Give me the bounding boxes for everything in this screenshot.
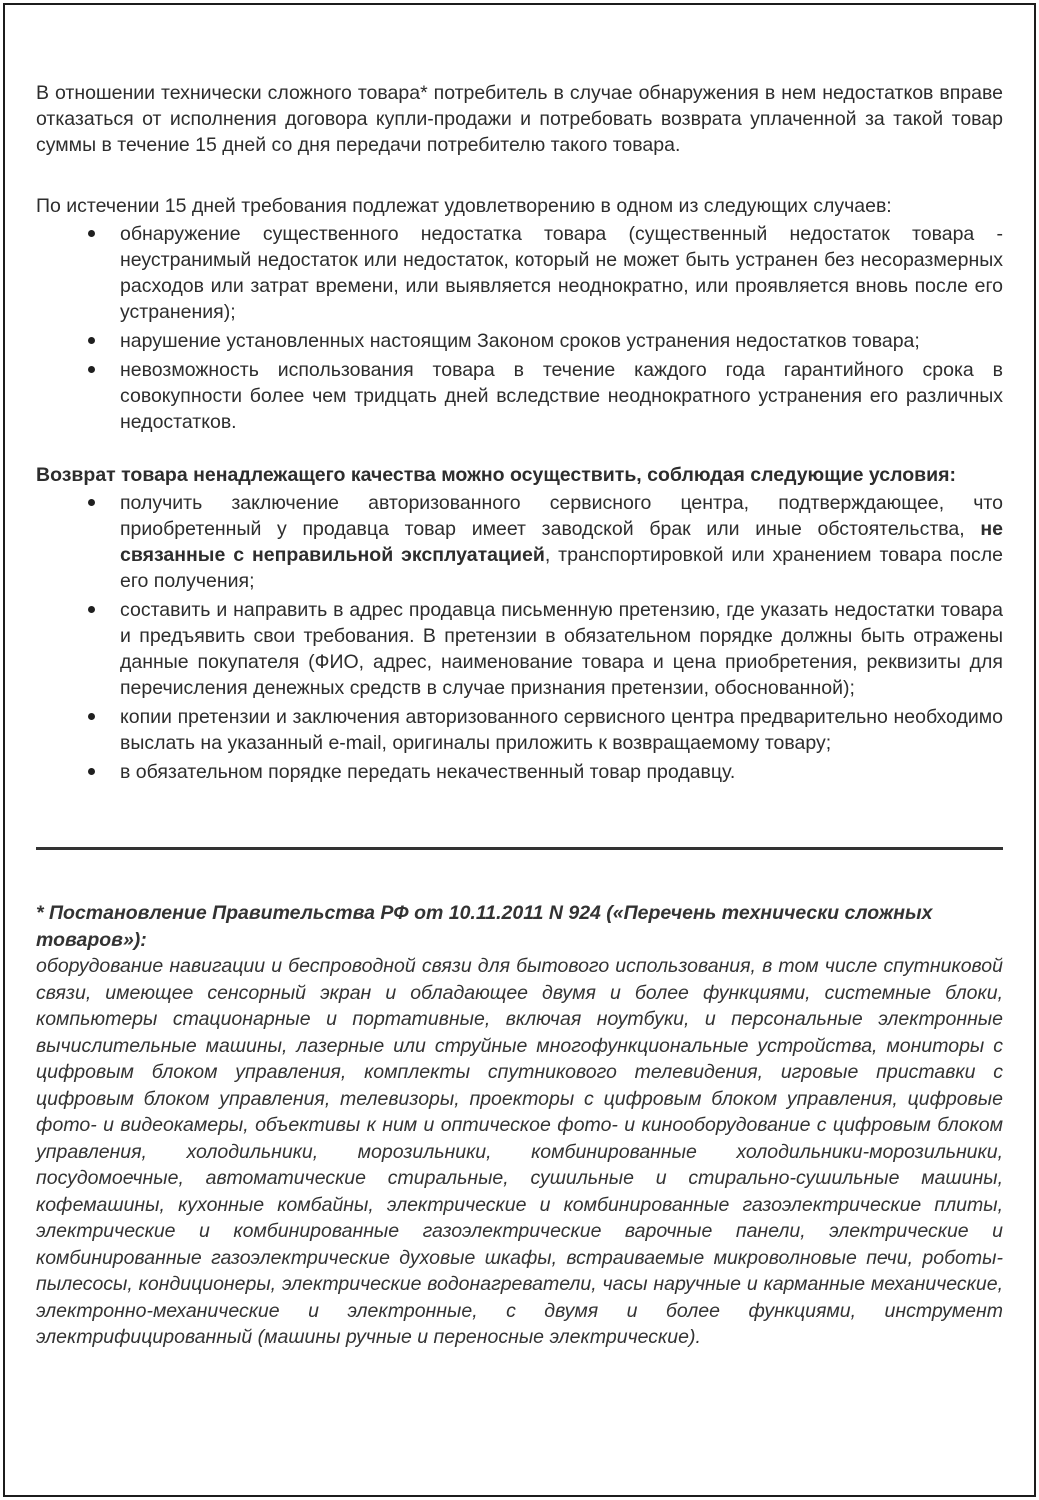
condition-text-end: , транспортировкой или хранением товара после его получения;	[120, 544, 1003, 592]
list-item: в обязательном порядке передать некачественный товар продавцу.	[36, 759, 1003, 785]
footnote-divider	[36, 847, 1003, 850]
list-item: составить и направить в адрес продавца письменную претензию, где указать недостатки товара и предъявить свои требования. В претензии в обязательном порядке должны быть отражены данные покупателя (ФИО, адрес, наименование товара и цена приобретения, реквизиты для перечисления денежных средств в случае признания претензии, обоснованной);	[36, 597, 1003, 701]
intro-paragraph: В отношении технически сложного товара* потребитель в случае обнаружения в нем недостатков вправе отказаться от исполнения договора купли-продажи и потребовать возврата уплаченной за такой товар суммы в течение 15 дней со дня передачи потребителю такого товара.	[36, 82, 1003, 156]
list-item: невозможность использования товара в течение каждого года гарантийного срока в совокупности более чем тридцать дней вследствие неоднократного устранения его различных недостатков.	[36, 357, 1003, 435]
footnote-body: оборудование навигации и беспроводной связи для бытового использования, в том числе спутниковой связи, имеющее сенсорный экран и обладающее двумя и более функциями, системные блоки, компьютеры стационарные и портативные, включая ноутбуки, и персональные электронные вычислительные машины, лазерные или струйные многофункциональные устройства, мониторы с цифровым блоком управления, комплекты спутникового телевидения, игровые приставки с цифровым блоком управления, телевизоры, проекторы с цифровым блоком управления, цифровые фото- и видеокамеры, объективы к ним и оптическое фото- и кинооборудование с цифровым блоком управления, холодильники, морозильники, комбинированные холодильники-морозильники, посудомоечные, автоматические стиральные, сушильные и стирально-сушильные машины, кофемашины, кухонные комбайны, электрические и комбинированные газоэлектрические плиты, электрические и комбинированные газоэлектрические варочные панели, электрические и комбинированные газоэлектрические духовые шкафы, встраиваемые микроволновые печи, роботы-пылесосы, кондиционеры, электрические водонагреватели, часы наручные и карманные механические, электронно-механические и электронные, с двумя и более функциями, инструмент электрифицированный (машины ручные и переносные электрические).	[36, 955, 1003, 1348]
after15-heading: По истечении 15 дней требования подлежат удовлетворению в одном из следующих случаев:	[36, 195, 892, 217]
after15-list	[36, 221, 1003, 435]
footnote-title: * Постановление Правительства РФ от 10.11.2011 N 924 («Перечень технически сложных товаров»):	[36, 902, 933, 951]
section-after-15-days	[36, 193, 1003, 435]
condition-text-start: получить заключение авторизованного сервисного центра, подтверждающее, что приобретенный у продавца товар имеет заводской брак или иные обстоятельства,	[120, 492, 1003, 540]
list-item: нарушение установленных настоящим Законом сроков устранения недостатков товара;	[36, 328, 1003, 354]
footnote	[36, 900, 1003, 1351]
conditions-list	[36, 490, 1003, 785]
list-item: обнаружение существенного недостатка товара (существенный недостаток товара - неустранимый недостаток или недостаток, который не может быть устранен без несоразмерных расходов или затрат времени, или выявляется неоднократно, или проявляется вновь после его устранения);	[36, 221, 1003, 325]
list-item: копии претензии и заключения авторизованного сервисного центра предварительно необходимо выслать на указанный e-mail, оригиналы приложить к возвращаемому товару;	[36, 704, 1003, 756]
section-return-conditions	[36, 462, 1003, 785]
condition-text-bold: не связанные с неправильной эксплуатацией	[120, 518, 1003, 566]
return-conditions-heading: Возврат товара ненадлежащего качества можно осуществить, соблюдая следующие условия:	[36, 464, 956, 486]
list-item	[36, 490, 1003, 594]
